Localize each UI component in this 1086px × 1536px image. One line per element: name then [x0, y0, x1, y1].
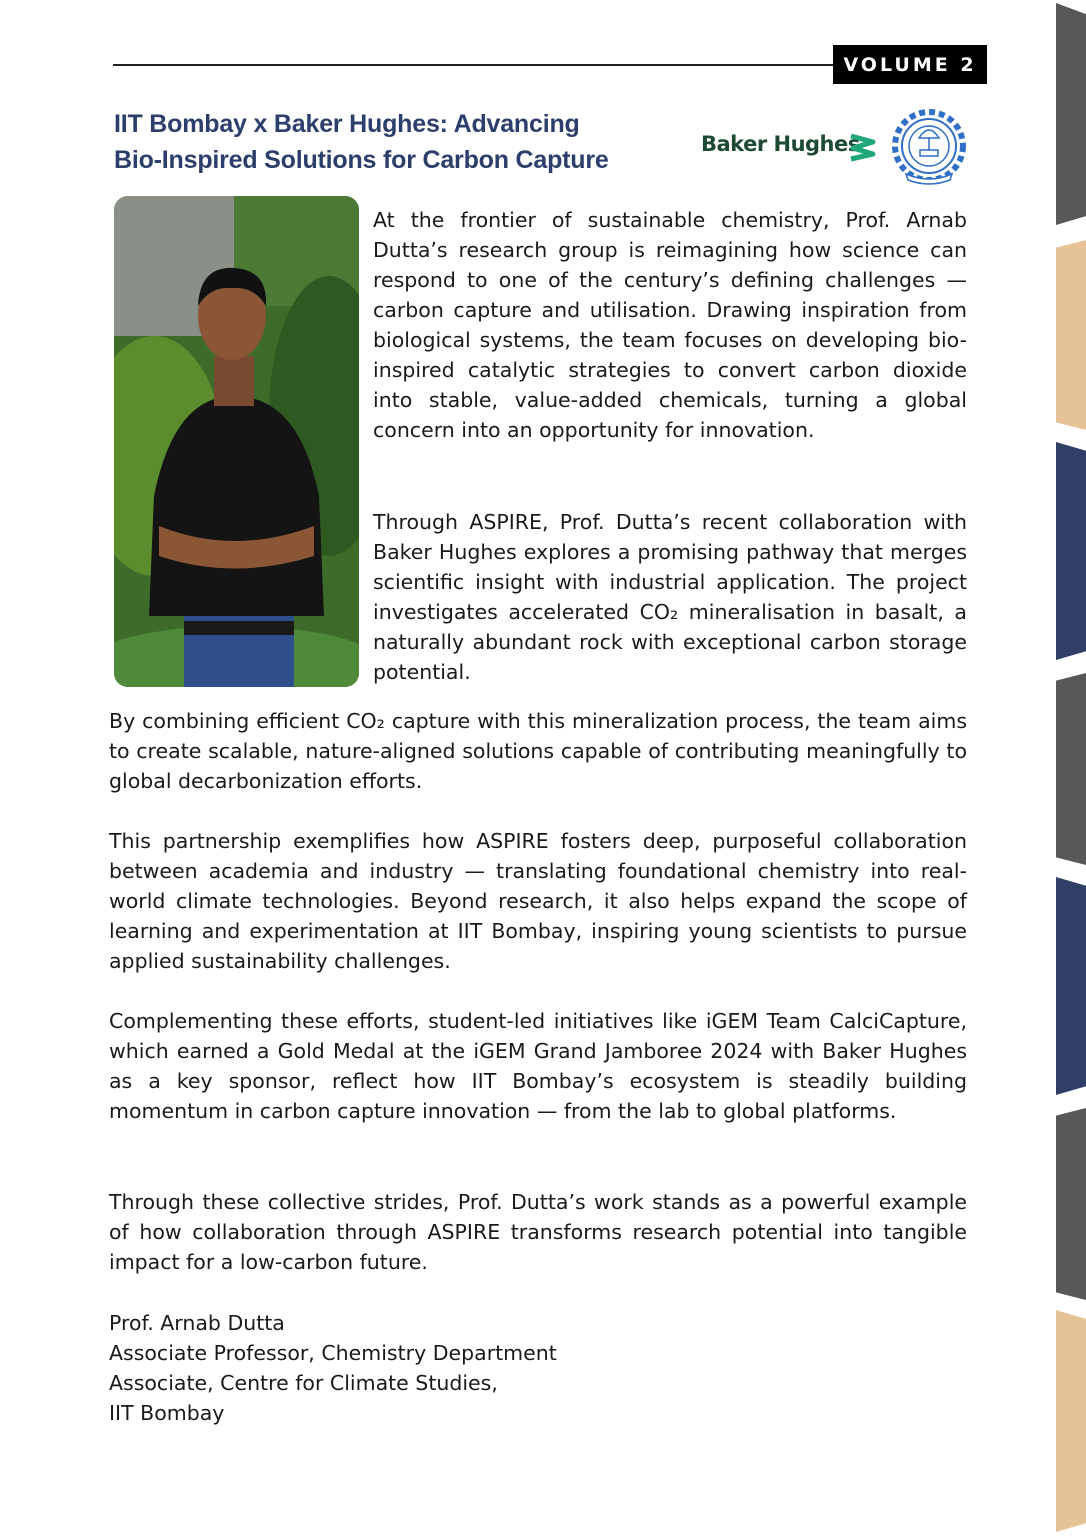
decor-strip-gray: [1056, 3, 1086, 225]
paragraph-3: By combining efficient CO₂ capture with this mineralization process, the team aims to create scalable, nature-aligned solutions capable of contributing meaningfully to global decarbonization efforts.: [109, 709, 967, 793]
paragraph-5: Complementing these efforts, student-led initiatives like iGEM Team CalciCapture, which earned a Gold Medal at the iGEM Grand Jamboree 2024 with Baker Hughes as a key sponsor, reflect how IIT Bombay’s ecosystem is steadily building momentum in carbon capture innovation — from the lab to global platforms.: [109, 1009, 967, 1123]
paragraph-4: This partnership exemplifies how ASPIRE fosters deep, purposeful collaboration between academia and industry — translating foundational chemistry into real-world climate technologies. Beyond research, it also helps expand the scope of learning and experimentation at IIT Bombay, inspiring young scientists to pursue applied sustainability challenges.: [109, 829, 967, 973]
baker-hughes-logo-icon: [847, 132, 879, 162]
decor-strip-navy: [1056, 877, 1086, 1095]
decor-strip-tan: [1056, 240, 1086, 430]
decor-strip-navy: [1056, 442, 1086, 660]
title-line-2: Bio-Inspired Solutions for Carbon Capture: [114, 146, 609, 174]
author-affiliation: Associate, Centre for Climate Studies,: [109, 1371, 498, 1395]
header-rule: [113, 64, 835, 66]
portrait-photo: [114, 196, 359, 687]
decor-strip-gray: [1056, 673, 1086, 865]
author-role: Associate Professor, Chemistry Department: [109, 1341, 557, 1365]
paragraph-6: Through these collective strides, Prof. Dutta’s work stands as a powerful example of how collaboration through ASPIRE transforms research potential into tangible impact for a low-carbon future.: [109, 1190, 967, 1274]
decor-strip-tan: [1056, 1310, 1086, 1532]
paragraph-1: At the frontier of sustainable chemistry, Prof. Arnab Dutta’s research group is reimagining how science can respond to one of the century’s defining challenges — carbon capture and utilisation. Drawing inspiration from biological systems, the team focuses on developing bio-inspired catalytic strategies to convert carbon dioxide into stable, value-added chemicals, turning a global concern into an opportunity for innovation.: [373, 208, 967, 442]
decor-strip-gray: [1056, 1108, 1086, 1300]
iit-bombay-seal-logo: [888, 108, 970, 188]
article-title: [114, 106, 689, 178]
paragraph-2: Through ASPIRE, Prof. Dutta’s recent collaboration with Baker Hughes explores a promising pathway that merges scientific insight with industrial application. The project investigates accelerated CO₂ mineralisation in basalt, a naturally abundant rock with exceptional carbon storage potential.: [373, 510, 967, 684]
author-org: IIT Bombay: [109, 1401, 225, 1425]
author-name: Prof. Arnab Dutta: [109, 1311, 285, 1335]
portrait-image: [114, 196, 359, 687]
baker-hughes-logo-text: Baker Hughes: [701, 132, 860, 156]
volume-badge: VOLUME 2: [833, 45, 987, 84]
title-line-1: IIT Bombay x Baker Hughes: Advancing: [114, 110, 580, 138]
author-signature: [109, 1308, 557, 1428]
